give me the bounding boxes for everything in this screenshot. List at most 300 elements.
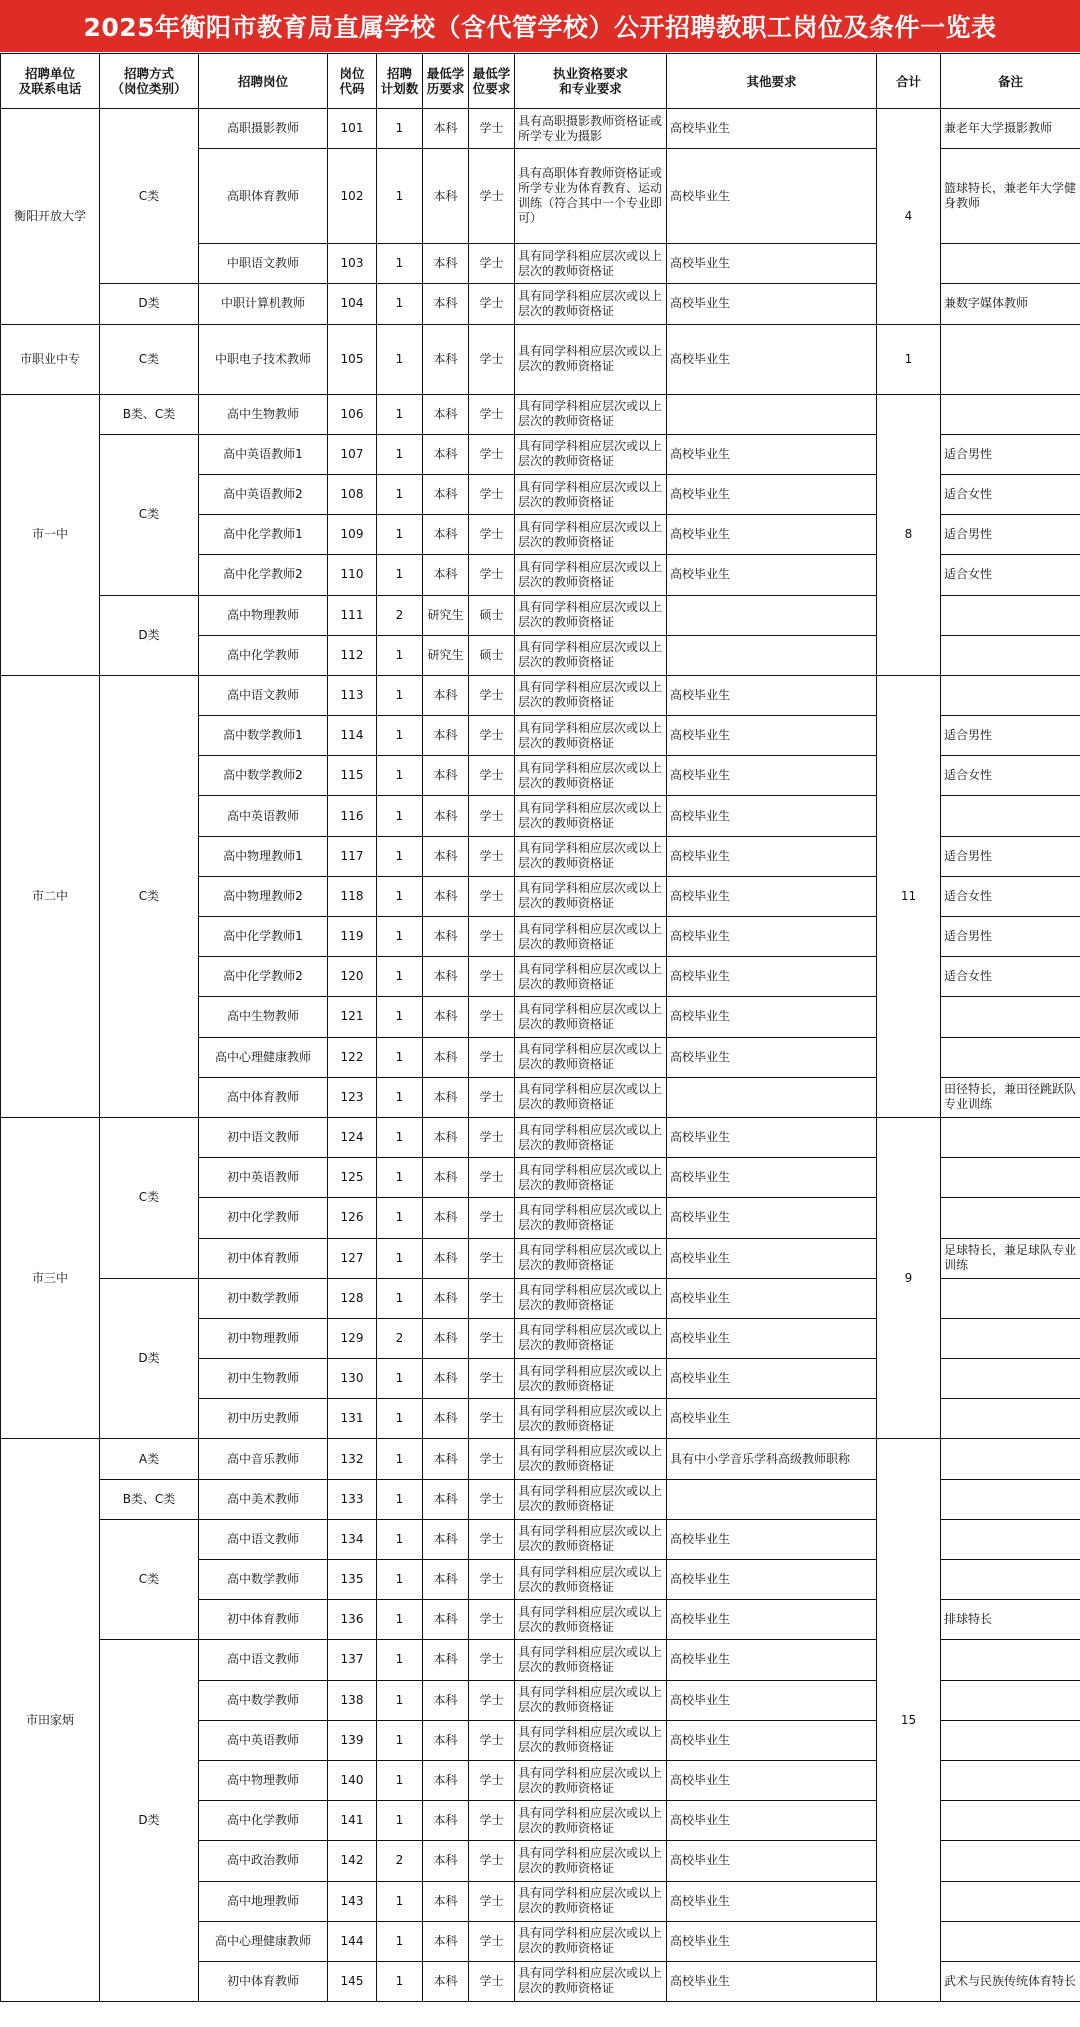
header-post: 招聘岗位 xyxy=(199,54,328,109)
note-cell: 足球特长，兼足球队专业训练 xyxy=(941,1238,1080,1278)
post-cell: 中职计算机教师 xyxy=(199,284,328,324)
code-cell: 140 xyxy=(328,1760,377,1800)
degree-cell: 学士 xyxy=(469,1760,515,1800)
cert-cell: 具有同学科相应层次或以上层次的教师资格证 xyxy=(515,284,667,324)
code-cell: 125 xyxy=(328,1158,377,1198)
note-cell xyxy=(941,1318,1080,1358)
post-cell: 高职摄影教师 xyxy=(199,109,328,149)
note-cell: 适合女性 xyxy=(941,876,1080,916)
code-cell: 144 xyxy=(328,1921,377,1961)
degree-cell: 学士 xyxy=(469,149,515,244)
code-cell: 142 xyxy=(328,1841,377,1881)
code-cell: 134 xyxy=(328,1519,377,1559)
method-cell: A类 xyxy=(100,1439,199,1479)
cert-cell: 具有同学科相应层次或以上层次的教师资格证 xyxy=(515,1760,667,1800)
page-title: 2025年衡阳市教育局直属学校（含代管学校）公开招聘教职工岗位及条件一览表 xyxy=(0,0,1080,52)
other-cell: 高校毕业生 xyxy=(667,756,877,796)
note-cell: 武术与民族传统体育特长 xyxy=(941,1961,1080,2001)
edu-cell: 本科 xyxy=(423,1881,469,1921)
post-cell: 高中数学教师2 xyxy=(199,756,328,796)
cert-cell: 具有同学科相应层次或以上层次的教师资格证 xyxy=(515,917,667,957)
total-cell: 15 xyxy=(877,1439,941,2002)
code-cell: 102 xyxy=(328,149,377,244)
note-cell xyxy=(941,595,1080,635)
plan-cell: 1 xyxy=(377,324,423,394)
degree-cell: 学士 xyxy=(469,1961,515,2001)
plan-cell: 1 xyxy=(377,1801,423,1841)
cert-cell: 具有同学科相应层次或以上层次的教师资格证 xyxy=(515,515,667,555)
edu-cell: 本科 xyxy=(423,1278,469,1318)
plan-cell: 1 xyxy=(377,1158,423,1198)
cert-cell: 具有同学科相应层次或以上层次的教师资格证 xyxy=(515,1399,667,1439)
post-cell: 高中化学教师 xyxy=(199,1801,328,1841)
edu-cell: 本科 xyxy=(423,434,469,474)
code-cell: 116 xyxy=(328,796,377,836)
code-cell: 110 xyxy=(328,555,377,595)
edu-cell: 本科 xyxy=(423,876,469,916)
method-cell: B类、C类 xyxy=(100,1479,199,1519)
edu-cell: 本科 xyxy=(423,1640,469,1680)
edu-cell: 本科 xyxy=(423,1600,469,1640)
method-cell: D类 xyxy=(100,1278,199,1439)
degree-cell: 学士 xyxy=(469,1318,515,1358)
post-cell: 初中生物教师 xyxy=(199,1359,328,1399)
method-cell: D类 xyxy=(100,595,199,675)
cert-cell: 具有同学科相应层次或以上层次的教师资格证 xyxy=(515,957,667,997)
method-cell: C类 xyxy=(100,1117,199,1278)
plan-cell: 1 xyxy=(377,716,423,756)
code-cell: 121 xyxy=(328,997,377,1037)
edu-cell: 本科 xyxy=(423,917,469,957)
degree-cell: 学士 xyxy=(469,1519,515,1559)
plan-cell: 1 xyxy=(377,1077,423,1117)
degree-cell: 学士 xyxy=(469,1278,515,1318)
cert-cell: 具有同学科相应层次或以上层次的教师资格证 xyxy=(515,595,667,635)
code-cell: 104 xyxy=(328,284,377,324)
edu-cell: 研究生 xyxy=(423,595,469,635)
other-cell xyxy=(667,394,877,434)
unit-cell: 市二中 xyxy=(1,675,100,1117)
edu-cell: 本科 xyxy=(423,1077,469,1117)
edu-cell: 本科 xyxy=(423,109,469,149)
note-cell: 适合女性 xyxy=(941,756,1080,796)
note-cell xyxy=(941,1680,1080,1720)
edu-cell: 本科 xyxy=(423,555,469,595)
cert-cell: 具有同学科相应层次或以上层次的教师资格证 xyxy=(515,1841,667,1881)
cert-cell: 具有同学科相应层次或以上层次的教师资格证 xyxy=(515,635,667,675)
degree-cell: 硕士 xyxy=(469,595,515,635)
edu-cell: 本科 xyxy=(423,1680,469,1720)
plan-cell: 1 xyxy=(377,1881,423,1921)
degree-cell: 学士 xyxy=(469,555,515,595)
degree-cell: 硕士 xyxy=(469,635,515,675)
degree-cell: 学士 xyxy=(469,716,515,756)
other-cell: 高校毕业生 xyxy=(667,1399,877,1439)
other-cell: 高校毕业生 xyxy=(667,555,877,595)
plan-cell: 1 xyxy=(377,1961,423,2001)
cert-cell: 具有同学科相应层次或以上层次的教师资格证 xyxy=(515,1077,667,1117)
edu-cell: 本科 xyxy=(423,394,469,434)
code-cell: 106 xyxy=(328,394,377,434)
post-cell: 高中物理教师 xyxy=(199,1760,328,1800)
code-cell: 113 xyxy=(328,675,377,715)
note-cell xyxy=(941,1037,1080,1077)
plan-cell: 1 xyxy=(377,1399,423,1439)
edu-cell: 本科 xyxy=(423,1760,469,1800)
header-note: 备注 xyxy=(941,54,1080,109)
cert-cell: 具有同学科相应层次或以上层次的教师资格证 xyxy=(515,1680,667,1720)
other-cell: 高校毕业生 xyxy=(667,917,877,957)
code-cell: 101 xyxy=(328,109,377,149)
table-row xyxy=(1,324,1080,394)
total-cell: 1 xyxy=(877,324,941,394)
post-cell: 高中音乐教师 xyxy=(199,1439,328,1479)
edu-cell: 本科 xyxy=(423,149,469,244)
edu-cell: 本科 xyxy=(423,1841,469,1881)
code-cell: 138 xyxy=(328,1680,377,1720)
post-cell: 高中地理教师 xyxy=(199,1881,328,1921)
post-cell: 高中语文教师 xyxy=(199,1519,328,1559)
cert-cell: 具有同学科相应层次或以上层次的教师资格证 xyxy=(515,716,667,756)
unit-cell: 市职业中专 xyxy=(1,324,100,394)
table-row xyxy=(1,675,1080,715)
code-cell: 136 xyxy=(328,1600,377,1640)
note-cell: 兼数字媒体教师 xyxy=(941,284,1080,324)
plan-cell: 2 xyxy=(377,1318,423,1358)
code-cell: 124 xyxy=(328,1117,377,1157)
plan-cell: 1 xyxy=(377,635,423,675)
note-cell xyxy=(941,1519,1080,1559)
note-cell xyxy=(941,394,1080,434)
cert-cell: 具有同学科相应层次或以上层次的教师资格证 xyxy=(515,756,667,796)
degree-cell: 学士 xyxy=(469,1560,515,1600)
note-cell: 适合男性 xyxy=(941,515,1080,555)
post-cell: 高中美术教师 xyxy=(199,1479,328,1519)
note-cell: 适合男性 xyxy=(941,836,1080,876)
note-cell: 篮球特长，兼老年大学健身教师 xyxy=(941,149,1080,244)
plan-cell: 1 xyxy=(377,1198,423,1238)
other-cell: 高校毕业生 xyxy=(667,149,877,244)
plan-cell: 1 xyxy=(377,1117,423,1157)
table-row xyxy=(1,1117,1080,1157)
note-cell: 适合男性 xyxy=(941,716,1080,756)
post-cell: 初中英语教师 xyxy=(199,1158,328,1198)
note-cell xyxy=(941,1921,1080,1961)
cert-cell: 具有同学科相应层次或以上层次的教师资格证 xyxy=(515,434,667,474)
method-cell: D类 xyxy=(100,1640,199,2002)
cert-cell: 具有同学科相应层次或以上层次的教师资格证 xyxy=(515,1439,667,1479)
code-cell: 129 xyxy=(328,1318,377,1358)
unit-cell: 市田家炳 xyxy=(1,1439,100,2002)
plan-cell: 1 xyxy=(377,1921,423,1961)
degree-cell: 学士 xyxy=(469,1479,515,1519)
plan-cell: 1 xyxy=(377,1519,423,1559)
other-cell: 高校毕业生 xyxy=(667,1519,877,1559)
note-cell xyxy=(941,1760,1080,1800)
post-cell: 高中化学教师1 xyxy=(199,917,328,957)
cert-cell: 具有高职体育教师资格证或所学专业为体育教育、运动训练（符合其中一个专业即可） xyxy=(515,149,667,244)
other-cell: 高校毕业生 xyxy=(667,515,877,555)
total-cell: 11 xyxy=(877,675,941,1117)
unit-cell: 市三中 xyxy=(1,1117,100,1439)
plan-cell: 1 xyxy=(377,555,423,595)
post-cell: 高中英语教师 xyxy=(199,796,328,836)
edu-cell: 本科 xyxy=(423,284,469,324)
cert-cell: 具有同学科相应层次或以上层次的教师资格证 xyxy=(515,1600,667,1640)
code-cell: 128 xyxy=(328,1278,377,1318)
note-cell xyxy=(941,796,1080,836)
other-cell: 高校毕业生 xyxy=(667,284,877,324)
plan-cell: 2 xyxy=(377,1841,423,1881)
plan-cell: 1 xyxy=(377,756,423,796)
degree-cell: 学士 xyxy=(469,1881,515,1921)
method-cell: B类、C类 xyxy=(100,394,199,434)
degree-cell: 学士 xyxy=(469,917,515,957)
header-method: 招聘方式 （岗位类别） xyxy=(100,54,199,109)
other-cell: 高校毕业生 xyxy=(667,876,877,916)
plan-cell: 1 xyxy=(377,1439,423,1479)
code-cell: 145 xyxy=(328,1961,377,2001)
table-row xyxy=(1,1439,1080,1479)
plan-cell: 1 xyxy=(377,394,423,434)
post-cell: 初中化学教师 xyxy=(199,1198,328,1238)
post-cell: 高中英语教师1 xyxy=(199,434,328,474)
note-cell xyxy=(941,1359,1080,1399)
post-cell: 高中化学教师 xyxy=(199,635,328,675)
code-cell: 117 xyxy=(328,836,377,876)
edu-cell: 本科 xyxy=(423,1117,469,1157)
cert-cell: 具有同学科相应层次或以上层次的教师资格证 xyxy=(515,394,667,434)
cert-cell: 具有同学科相应层次或以上层次的教师资格证 xyxy=(515,1519,667,1559)
unit-cell: 市一中 xyxy=(1,394,100,675)
edu-cell: 本科 xyxy=(423,675,469,715)
plan-cell: 1 xyxy=(377,997,423,1037)
note-cell: 田径特长，兼田径跳跃队专业训练 xyxy=(941,1077,1080,1117)
code-cell: 135 xyxy=(328,1560,377,1600)
post-cell: 高中物理教师2 xyxy=(199,876,328,916)
other-cell: 高校毕业生 xyxy=(667,244,877,284)
post-cell: 高中政治教师 xyxy=(199,1841,328,1881)
post-cell: 高中化学教师1 xyxy=(199,515,328,555)
note-cell xyxy=(941,1560,1080,1600)
degree-cell: 学士 xyxy=(469,434,515,474)
plan-cell: 2 xyxy=(377,595,423,635)
degree-cell: 学士 xyxy=(469,957,515,997)
post-cell: 高中语文教师 xyxy=(199,675,328,715)
code-cell: 115 xyxy=(328,756,377,796)
cert-cell: 具有同学科相应层次或以上层次的教师资格证 xyxy=(515,1720,667,1760)
header-other: 其他要求 xyxy=(667,54,877,109)
note-cell xyxy=(941,997,1080,1037)
other-cell: 高校毕业生 xyxy=(667,1600,877,1640)
other-cell: 高校毕业生 xyxy=(667,1278,877,1318)
code-cell: 131 xyxy=(328,1399,377,1439)
edu-cell: 本科 xyxy=(423,1560,469,1600)
method-cell: C类 xyxy=(100,1519,199,1640)
other-cell: 高校毕业生 xyxy=(667,1359,877,1399)
note-cell xyxy=(941,1640,1080,1680)
code-cell: 137 xyxy=(328,1640,377,1680)
note-cell xyxy=(941,1158,1080,1198)
edu-cell: 本科 xyxy=(423,1801,469,1841)
header-plan: 招聘 计划数 xyxy=(377,54,423,109)
degree-cell: 学士 xyxy=(469,1399,515,1439)
plan-cell: 1 xyxy=(377,515,423,555)
other-cell xyxy=(667,595,877,635)
degree-cell: 学士 xyxy=(469,756,515,796)
note-cell xyxy=(941,1439,1080,1479)
edu-cell: 本科 xyxy=(423,515,469,555)
cert-cell: 具有同学科相应层次或以上层次的教师资格证 xyxy=(515,555,667,595)
post-cell: 高中数学教师1 xyxy=(199,716,328,756)
cert-cell: 具有同学科相应层次或以上层次的教师资格证 xyxy=(515,1640,667,1680)
cert-cell: 具有同学科相应层次或以上层次的教师资格证 xyxy=(515,1921,667,1961)
other-cell: 高校毕业生 xyxy=(667,997,877,1037)
cert-cell: 具有同学科相应层次或以上层次的教师资格证 xyxy=(515,474,667,514)
note-cell xyxy=(941,1881,1080,1921)
degree-cell: 学士 xyxy=(469,675,515,715)
note-cell: 适合男性 xyxy=(941,917,1080,957)
cert-cell: 具有同学科相应层次或以上层次的教师资格证 xyxy=(515,836,667,876)
post-cell: 高中物理教师1 xyxy=(199,836,328,876)
header-unit: 招聘单位 及联系电话 xyxy=(1,54,100,109)
code-cell: 120 xyxy=(328,957,377,997)
header-cert: 执业资格要求 和专业要求 xyxy=(515,54,667,109)
degree-cell: 学士 xyxy=(469,1238,515,1278)
code-cell: 105 xyxy=(328,324,377,394)
note-cell: 适合女性 xyxy=(941,474,1080,514)
note-cell xyxy=(941,1479,1080,1519)
degree-cell: 学士 xyxy=(469,1077,515,1117)
edu-cell: 本科 xyxy=(423,1921,469,1961)
method-cell: D类 xyxy=(100,284,199,324)
note-cell: 适合女性 xyxy=(941,555,1080,595)
edu-cell: 本科 xyxy=(423,1359,469,1399)
code-cell: 141 xyxy=(328,1801,377,1841)
post-cell: 初中物理教师 xyxy=(199,1318,328,1358)
post-cell: 高中数学教师 xyxy=(199,1680,328,1720)
other-cell: 高校毕业生 xyxy=(667,1841,877,1881)
edu-cell: 本科 xyxy=(423,474,469,514)
other-cell: 高校毕业生 xyxy=(667,1680,877,1720)
post-cell: 高中语文教师 xyxy=(199,1640,328,1680)
edu-cell: 本科 xyxy=(423,756,469,796)
other-cell: 高校毕业生 xyxy=(667,1760,877,1800)
note-cell: 适合女性 xyxy=(941,957,1080,997)
code-cell: 126 xyxy=(328,1198,377,1238)
degree-cell: 学士 xyxy=(469,324,515,394)
degree-cell: 学士 xyxy=(469,1720,515,1760)
note-cell xyxy=(941,1801,1080,1841)
cert-cell: 具有同学科相应层次或以上层次的教师资格证 xyxy=(515,1318,667,1358)
method-cell: C类 xyxy=(100,675,199,1117)
header-row xyxy=(1,54,1080,109)
edu-cell: 本科 xyxy=(423,836,469,876)
code-cell: 143 xyxy=(328,1881,377,1921)
code-cell: 112 xyxy=(328,635,377,675)
plan-cell: 1 xyxy=(377,244,423,284)
edu-cell: 本科 xyxy=(423,997,469,1037)
degree-cell: 学士 xyxy=(469,394,515,434)
header-code: 岗位 代码 xyxy=(328,54,377,109)
degree-cell: 学士 xyxy=(469,1921,515,1961)
post-cell: 高中体育教师 xyxy=(199,1077,328,1117)
degree-cell: 学士 xyxy=(469,1117,515,1157)
degree-cell: 学士 xyxy=(469,1037,515,1077)
post-cell: 高中数学教师 xyxy=(199,1560,328,1600)
degree-cell: 学士 xyxy=(469,244,515,284)
code-cell: 119 xyxy=(328,917,377,957)
cert-cell: 具有同学科相应层次或以上层次的教师资格证 xyxy=(515,1238,667,1278)
degree-cell: 学士 xyxy=(469,284,515,324)
plan-cell: 1 xyxy=(377,434,423,474)
code-cell: 122 xyxy=(328,1037,377,1077)
total-cell: 8 xyxy=(877,394,941,675)
cert-cell: 具有同学科相应层次或以上层次的教师资格证 xyxy=(515,1881,667,1921)
other-cell: 高校毕业生 xyxy=(667,1158,877,1198)
code-cell: 133 xyxy=(328,1479,377,1519)
edu-cell: 本科 xyxy=(423,1439,469,1479)
other-cell: 高校毕业生 xyxy=(667,675,877,715)
plan-cell: 1 xyxy=(377,876,423,916)
degree-cell: 学士 xyxy=(469,1841,515,1881)
edu-cell: 本科 xyxy=(423,1318,469,1358)
degree-cell: 学士 xyxy=(469,474,515,514)
code-cell: 109 xyxy=(328,515,377,555)
other-cell: 具有中小学音乐学科高级教师职称 xyxy=(667,1439,877,1479)
other-cell: 高校毕业生 xyxy=(667,1198,877,1238)
edu-cell: 本科 xyxy=(423,1037,469,1077)
other-cell: 高校毕业生 xyxy=(667,796,877,836)
other-cell: 高校毕业生 xyxy=(667,1801,877,1841)
post-cell: 初中体育教师 xyxy=(199,1961,328,2001)
post-cell: 高中生物教师 xyxy=(199,997,328,1037)
post-cell: 高中化学教师2 xyxy=(199,555,328,595)
other-cell: 高校毕业生 xyxy=(667,1037,877,1077)
post-cell: 中职电子技术教师 xyxy=(199,324,328,394)
other-cell: 高校毕业生 xyxy=(667,1318,877,1358)
post-cell: 高中英语教师2 xyxy=(199,474,328,514)
post-cell: 中职语文教师 xyxy=(199,244,328,284)
header-degree: 最低学 位要求 xyxy=(469,54,515,109)
method-cell: C类 xyxy=(100,324,199,394)
table-row xyxy=(1,394,1080,434)
degree-cell: 学士 xyxy=(469,1158,515,1198)
note-cell xyxy=(941,1278,1080,1318)
code-cell: 108 xyxy=(328,474,377,514)
cert-cell: 具有同学科相应层次或以上层次的教师资格证 xyxy=(515,1479,667,1519)
degree-cell: 学士 xyxy=(469,1359,515,1399)
note-cell xyxy=(941,244,1080,284)
degree-cell: 学士 xyxy=(469,1600,515,1640)
degree-cell: 学士 xyxy=(469,1801,515,1841)
plan-cell: 1 xyxy=(377,1359,423,1399)
plan-cell: 1 xyxy=(377,1238,423,1278)
degree-cell: 学士 xyxy=(469,876,515,916)
cert-cell: 具有同学科相应层次或以上层次的教师资格证 xyxy=(515,997,667,1037)
cert-cell: 具有同学科相应层次或以上层次的教师资格证 xyxy=(515,1278,667,1318)
note-cell: 适合男性 xyxy=(941,434,1080,474)
note-cell xyxy=(941,1841,1080,1881)
other-cell: 高校毕业生 xyxy=(667,1117,877,1157)
note-cell xyxy=(941,324,1080,394)
plan-cell: 1 xyxy=(377,957,423,997)
edu-cell: 本科 xyxy=(423,1479,469,1519)
degree-cell: 学士 xyxy=(469,836,515,876)
other-cell: 高校毕业生 xyxy=(667,1961,877,2001)
degree-cell: 学士 xyxy=(469,1439,515,1479)
post-cell: 初中历史教师 xyxy=(199,1399,328,1439)
